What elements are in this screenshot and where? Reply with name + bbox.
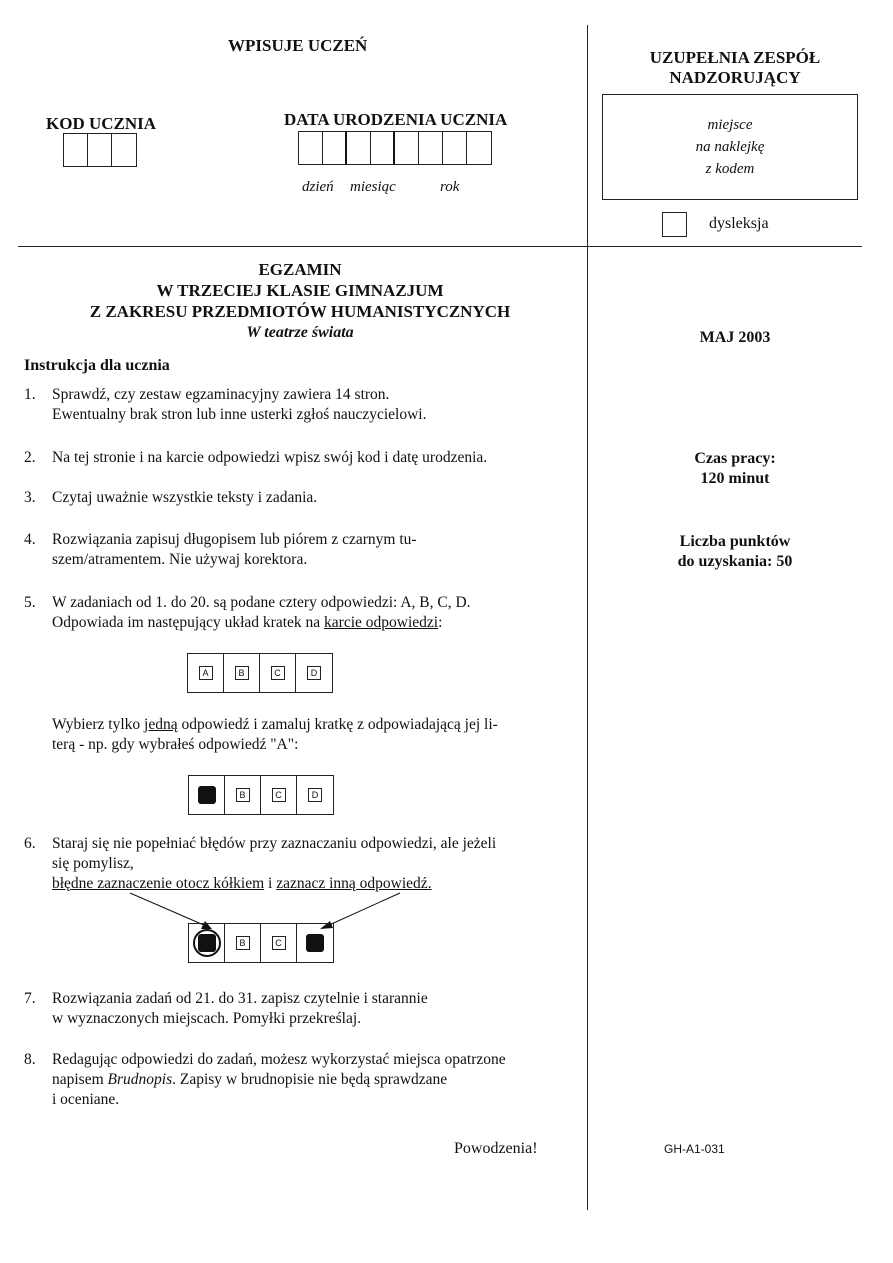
exam-title-line2: W TRZECIEJ KLASIE GIMNAZJUM [156,281,444,300]
answer-letter: D [307,666,321,680]
instruction-line: Rozwiązania zadań od 21. do 31. zapisz czytelnie i starannie [52,990,428,1007]
instruction-number: 8. [24,1051,36,1068]
instruction-line [52,1070,584,1090]
exam-session: MAJ 2003 [699,329,771,346]
answer-letter: D [308,788,322,802]
instruction-line: szem/atramentem. Nie używaj korektora. [52,551,308,568]
date-day-label: dzień [302,179,334,195]
student-code-label: KOD UCZNIA [46,114,157,133]
date-year-label: rok [440,179,460,195]
instruction-number: 6. [24,835,36,852]
circle-mark [193,929,221,957]
instruction-item [24,989,584,1029]
answer-letter: C [272,936,286,950]
instruction-number: 3. [24,489,36,506]
sticker-text-line2: na naklejkę [695,139,765,155]
instruction-text: Odpowiada im następujący układ kratek na [52,614,325,631]
instruction-text: odpowiedź i zamaluj kratkę z odpowiadającą jej li- [177,716,498,733]
instruction-item [24,1050,584,1110]
exam-title-line3: Z ZAKRESU PRZEDMIOTÓW HUMANISTYCZNYCH [89,302,511,321]
answer-letter: B [236,788,250,802]
instruction-emphasis: zaznacz inną odpowiedź. [276,875,432,892]
filled-mark [306,934,324,952]
supervisors-heading-line2: NADZORUJĄCY [669,68,801,87]
answer-letter: A [199,666,213,680]
sticker-text-line1: miejsce [707,117,753,133]
instruction-line: Sprawdź, czy zestaw egzaminacyjny zawiera 14 stron. [52,386,390,403]
instruction-text: : [438,614,443,631]
exam-subtitle: W teatrze świata [246,324,354,341]
instruction-text: i [264,875,277,892]
points-value: do uzyskania: 50 [677,553,793,570]
instruction-number: 4. [24,531,36,548]
instruction-line: Na tej stronie i na karcie odpowiedzi wpisz swój kod i datę urodzenia. [52,449,488,466]
answer-letter: B [235,666,249,680]
supervisors-heading-line1: UZUPEŁNIA ZESPÓŁ [649,48,821,67]
instruction-text: Wybierz tylko [52,716,145,733]
answer-card-link: karcie odpowiedzi [324,614,439,631]
instruction-line: terą - np. gdy wybrałeś odpowiedź "A": [52,736,299,753]
instruction-line: Ewentualny brak stron lub inne usterki zgłoś nauczycielowi. [52,406,427,423]
instruction-line: W zadaniach od 1. do 20. są podane cztery odpowiedzi: A, B, C, D. [52,594,471,611]
instruction-text: . Zapisy w brudnopisie nie będą sprawdzane [172,1071,448,1088]
instruction-line: w wyznaczonych miejscach. Pomyłki przekreślaj. [52,1010,362,1027]
instruction-number: 1. [24,386,36,403]
instruction-emphasis: jedną [144,716,178,733]
answer-cell [225,924,261,962]
instruction-line: Staraj się nie popełniać błędów przy zaznaczaniu odpowiedzi, ale jeżeli [52,835,497,852]
answer-cell [189,924,225,962]
good-luck: Powodzenia! [454,1140,538,1157]
instruction-line: się pomylisz, [52,855,134,872]
points-label: Liczba punktów [679,533,791,550]
instruction-line: Rozwiązania zapisuj długopisem lub piórem z czarnym tu- [52,531,417,548]
answer-cell [261,924,297,962]
instruction-emphasis: błędne zaznaczenie otocz kółkiem [52,875,265,892]
answer-letter: C [272,788,286,802]
instruction-number: 7. [24,990,36,1007]
answer-cell [297,924,333,962]
instructions-heading: Instrukcja dla ucznia [24,357,170,374]
arrow-line-right [327,893,400,926]
exam-title-line1: EGZAMIN [258,260,342,279]
date-month-label: miesiąc [350,179,396,195]
arrow-line-left [130,893,206,926]
time-value: 120 minut [700,470,770,487]
birth-date-label: DATA URODZENIA UCZNIA [284,110,508,129]
instruction-line: Redagując odpowiedzi do zadań, możesz wykorzystać miejsca opatrzone [52,1051,506,1068]
dyslexia-label: dysleksja [709,215,769,232]
answer-letter: C [271,666,285,680]
instruction-line: Czytaj uważnie wszystkie teksty i zadania. [52,489,318,506]
time-label: Czas pracy: [694,450,776,467]
instruction-text: napisem [52,1071,108,1088]
student-fills-heading: WPISUJE UCZEŃ [228,36,368,55]
instruction-number: 5. [24,594,36,611]
exam-code: GH-A1-031 [664,1142,725,1156]
instruction-number: 2. [24,449,36,466]
answer-grid-corrected-example [188,923,334,963]
sticker-text-line3: z kodem [705,161,755,177]
instruction-emphasis: Brudnopis [107,1071,173,1088]
instruction-line: i oceniane. [52,1091,120,1108]
answer-letter: B [236,936,250,950]
